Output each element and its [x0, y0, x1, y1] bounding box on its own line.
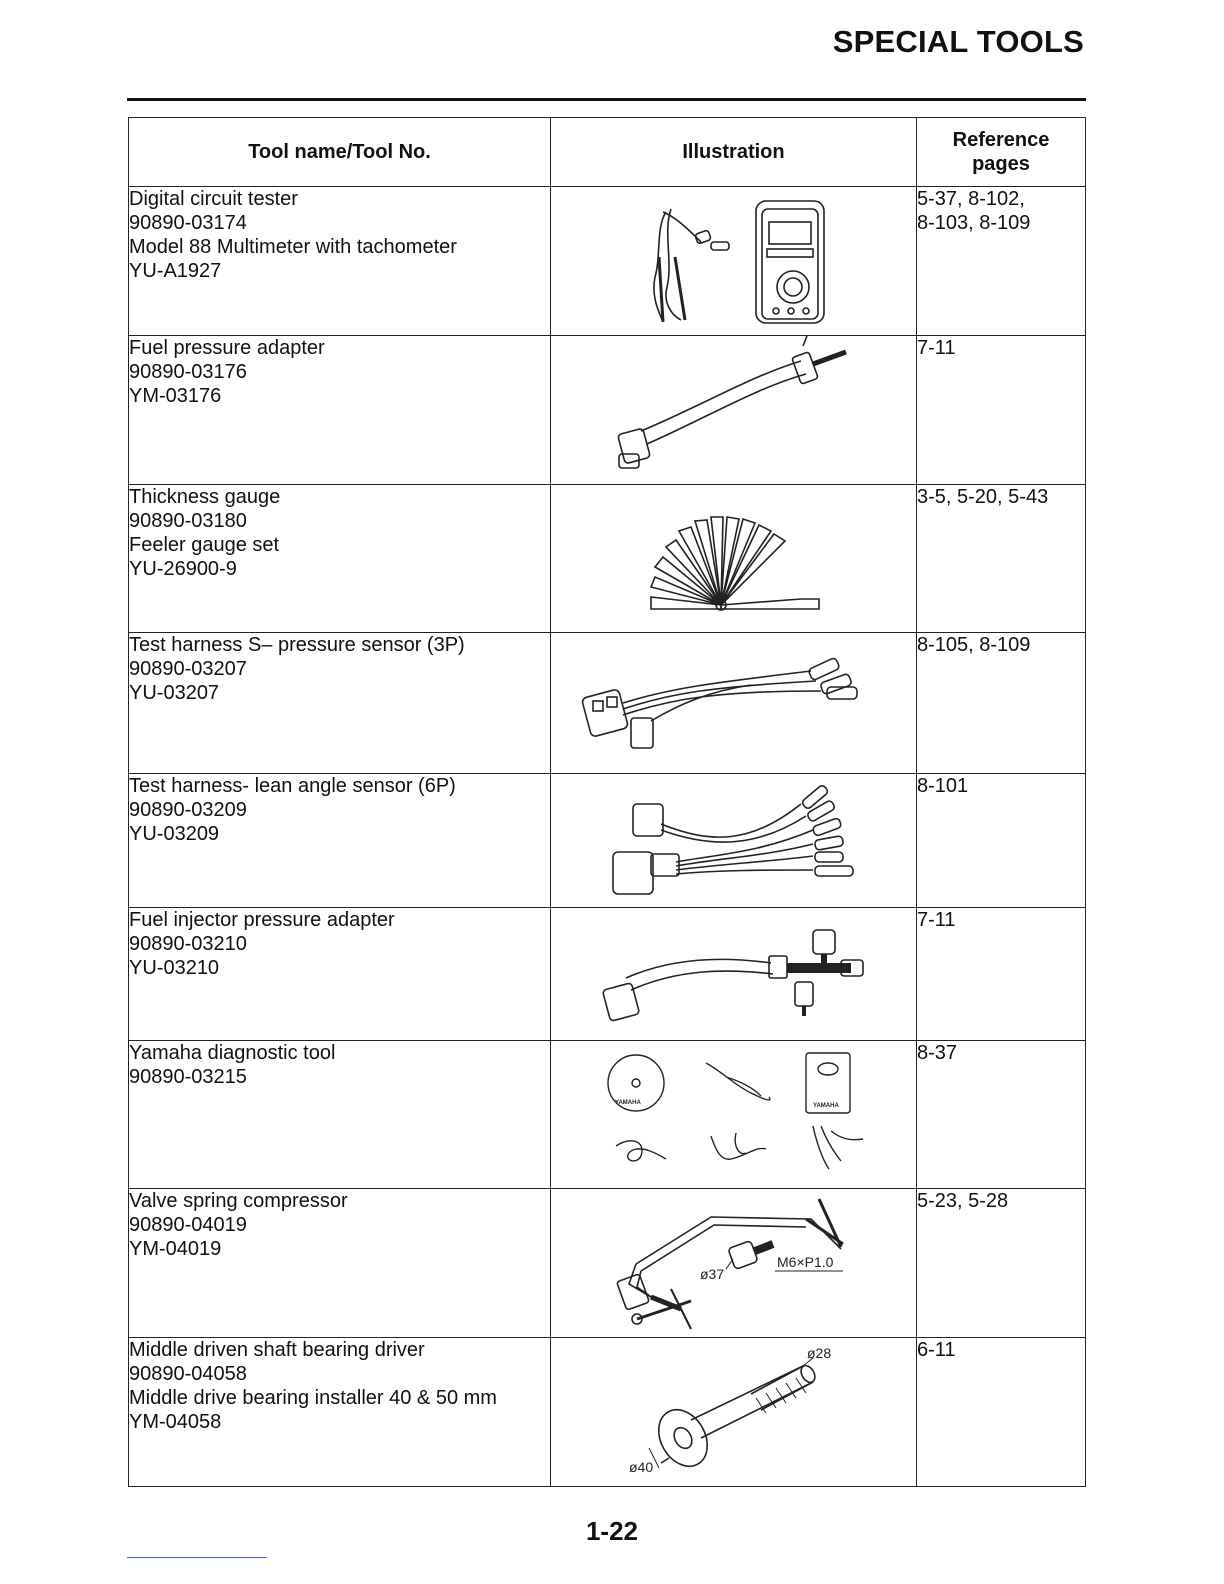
reference-pages-cell: [917, 336, 1086, 485]
tool-number: 90890-03215: [129, 1066, 247, 1088]
tool-name: Thickness gauge: [129, 486, 281, 508]
tool-number: 90890-03176: [129, 361, 247, 383]
reference-pages: 5-23, 5-28: [917, 1190, 1009, 1212]
reference-pages: 6-11: [917, 1339, 956, 1361]
tool-name-cell: [129, 633, 551, 774]
column-header-reference-pages: Reference pages: [917, 118, 1086, 187]
tool-number: 90890-03180: [129, 510, 247, 532]
small-diameter-label: ø28: [807, 1345, 832, 1361]
table-row: [129, 485, 1086, 633]
tool-name: Digital circuit tester: [129, 188, 298, 210]
reference-pages: 3-5, 5-20, 5-43: [917, 486, 1049, 508]
tool-alt-number: YU-03207: [129, 682, 220, 704]
tool-name-cell: [129, 1338, 551, 1487]
tool-number: 90890-04058: [129, 1363, 247, 1385]
illustration-cell: [551, 336, 917, 485]
tool-name: Fuel injector pressure adapter: [129, 909, 395, 931]
special-tools-table: [128, 117, 1086, 1487]
tool-number: 90890-03207: [129, 658, 247, 680]
illustration-cell: [551, 774, 917, 908]
tool-alt-number: YU-A1927: [129, 260, 222, 282]
table-row: [129, 1338, 1086, 1487]
tool-name-cell: [129, 187, 551, 336]
reference-pages-cell: [917, 1338, 1086, 1487]
column-header-illustration: Illustration: [551, 118, 917, 187]
table-row: [129, 187, 1086, 336]
reference-pages: 8-101: [917, 775, 969, 797]
tool-number: 90890-03209: [129, 799, 247, 821]
reference-pages: 8-37: [917, 1042, 958, 1064]
tool-name: Yamaha diagnostic tool: [129, 1042, 336, 1064]
tool-alt-number: YM-04058: [129, 1411, 222, 1433]
tool-name-cell: [129, 485, 551, 633]
fuel-pressure-adapter-illustration: [551, 336, 917, 484]
tool-number: 90890-04019: [129, 1214, 247, 1236]
reference-pages-cell: [917, 187, 1086, 336]
tool-alt-number: YM-03176: [129, 385, 222, 407]
reference-pages: 8-105, 8-109: [917, 634, 1031, 656]
reference-pages-cell: [917, 633, 1086, 774]
tool-number: 90890-03210: [129, 933, 247, 955]
illustration-cell: [551, 633, 917, 774]
tool-name-cell: [129, 774, 551, 908]
tool-alt-number: YM-04019: [129, 1238, 222, 1260]
tool-name-cell: [129, 1041, 551, 1189]
tool-name: Test harness- lean angle sensor (6P): [129, 775, 456, 797]
reference-pages: 7-11: [917, 337, 956, 359]
tool-alt-number: YU-03209: [129, 823, 220, 845]
large-diameter-label: ø40: [629, 1459, 654, 1475]
page-title: SPECIAL TOOLS: [832, 24, 1084, 59]
reference-pages: 5-37, 8-102,: [917, 188, 1025, 210]
bottom-link-underline[interactable]: [127, 1557, 267, 1558]
reference-pages: 8-103, 8-109: [917, 212, 1031, 234]
cd-yamaha-logo: YAMAHA: [615, 1100, 641, 1106]
illustration-cell: [551, 187, 917, 336]
manual-yamaha-logo: YAMAHA: [813, 1103, 839, 1109]
tool-alt-name: Feeler gauge set: [129, 534, 280, 556]
tool-alt-name: Model 88 Multimeter with tachometer: [129, 236, 457, 258]
table-row: [129, 336, 1086, 485]
tool-number: 90890-03174: [129, 212, 247, 234]
column-header-tool-name: Tool name/Tool No.: [129, 118, 551, 187]
tool-alt-number: YU-26900-9: [129, 558, 237, 580]
tool-name-cell: [129, 1189, 551, 1338]
fuel-injector-adapter-illustration: [551, 908, 917, 1040]
reference-pages-cell: [917, 908, 1086, 1041]
test-harness-3p-illustration: [551, 633, 917, 773]
table-row: [129, 1189, 1086, 1338]
yamaha-diagnostic-tool-illustration: [551, 1041, 917, 1188]
illustration-cell: [551, 1189, 917, 1338]
tool-name: Middle driven shaft bearing driver: [129, 1339, 425, 1361]
reference-pages-cell: [917, 774, 1086, 908]
tool-name: Valve spring compressor: [129, 1190, 348, 1212]
tool-name: Test harness S– pressure sensor (3P): [129, 634, 465, 656]
tool-alt-name: Middle drive bearing installer 40 & 50 mm: [129, 1387, 497, 1409]
multimeter-illustration: [551, 187, 917, 335]
reference-pages-cell: [917, 1041, 1086, 1189]
tool-name: Fuel pressure adapter: [129, 337, 325, 359]
illustration-cell: [551, 1338, 917, 1487]
reference-pages-cell: [917, 485, 1086, 633]
illustration-cell: [551, 485, 917, 633]
tool-alt-number: YU-03210: [129, 957, 220, 979]
bearing-driver-illustration: [551, 1338, 917, 1486]
diameter-label: ø37: [700, 1266, 725, 1282]
reference-pages: 7-11: [917, 909, 956, 931]
page-number: 1-22: [585, 1516, 639, 1546]
table-row: [129, 1041, 1086, 1189]
valve-spring-compressor-illustration: [551, 1189, 917, 1337]
table-row: [129, 633, 1086, 774]
illustration-cell: [551, 1041, 917, 1189]
illustration-cell: [551, 908, 917, 1041]
tool-name-cell: [129, 336, 551, 485]
table-row: [129, 774, 1086, 908]
table-header-row: [129, 118, 1086, 187]
thread-label: M6×P1.0: [777, 1254, 834, 1270]
test-harness-6p-illustration: [551, 774, 917, 907]
feeler-gauge-illustration: [551, 485, 917, 632]
title-rule: [127, 98, 1086, 101]
table-row: [129, 908, 1086, 1041]
tool-name-cell: [129, 908, 551, 1041]
reference-pages-cell: [917, 1189, 1086, 1338]
